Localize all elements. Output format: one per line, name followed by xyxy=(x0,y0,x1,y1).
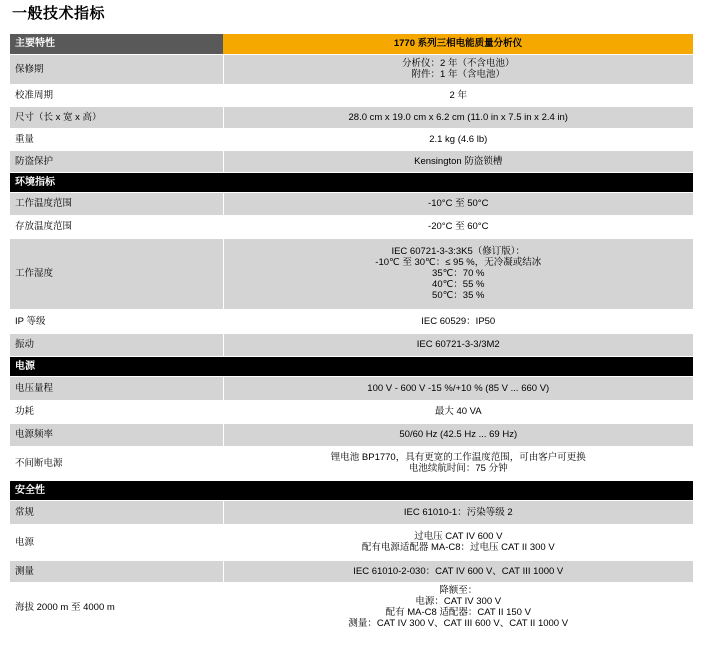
spec-value-line: 配有 MA-C8 适配器：CAT II 150 V xyxy=(385,607,531,618)
spec-value-line: 过电压 CAT IV 600 V xyxy=(414,531,503,542)
spec-value-line: 锂电池 BP1770，具有更宽的工作温度范围，可由客户可更换 xyxy=(330,452,586,463)
spec-value xyxy=(223,582,693,632)
page-title: 一般技术指标 xyxy=(12,5,106,22)
spec-label: 工作温度范围 xyxy=(10,192,223,215)
spec-label: 不间断电源 xyxy=(10,446,223,480)
spec-label: 测量 xyxy=(10,560,223,582)
spec-value-line: 电源：CAT IV 300 V xyxy=(415,596,502,607)
spec-value xyxy=(223,215,693,238)
spec-value-line: 2 年 xyxy=(449,89,467,101)
spec-value-line: 附件：1 年（含电池） xyxy=(411,69,505,80)
spec-value-line: IEC 60721-3-3:3K5（修订版）： xyxy=(391,246,526,257)
spec-value-line: 40℃：55 % xyxy=(432,279,485,290)
spec-value xyxy=(223,560,693,582)
spec-label: 尺寸（长 x 宽 x 高） xyxy=(10,106,223,128)
section-title-safety: 安全性 xyxy=(10,480,693,500)
spec-value xyxy=(223,54,693,84)
spec-value-line: IEC 61010-1：污染等级 2 xyxy=(403,506,513,518)
spec-label: 校准周期 xyxy=(10,84,223,106)
spec-label: 存放温度范围 xyxy=(10,215,223,238)
spec-value xyxy=(223,423,693,446)
spec-label: IP 等级 xyxy=(10,309,223,333)
spec-value xyxy=(223,192,693,215)
spec-value-line: Kensington 防盗锁槽 xyxy=(414,155,503,167)
spec-value-line: 50℃：35 % xyxy=(432,290,485,301)
spec-value-line: 电池续航时间：75 分钟 xyxy=(408,463,508,474)
spec-value-line: 28.0 cm x 19.0 cm x 6.2 cm (11.0 in x 7.5 in x 2.4 in) xyxy=(348,111,568,123)
spec-value-line: 35℃：70 % xyxy=(432,268,485,279)
spec-label: 振动 xyxy=(10,333,223,356)
spec-value xyxy=(223,238,693,309)
spec-value xyxy=(223,400,693,423)
spec-label: 功耗 xyxy=(10,400,223,423)
spec-label: 常规 xyxy=(10,500,223,524)
spec-label: 工作湿度 xyxy=(10,238,223,309)
spec-value xyxy=(223,333,693,356)
spec-label: 电源频率 xyxy=(10,423,223,446)
spec-label: 电源 xyxy=(10,524,223,560)
spec-value-line: 配有电源适配器 MA-C8：过电压 CAT II 300 V xyxy=(361,542,555,553)
spec-value xyxy=(223,150,693,172)
spec-value xyxy=(223,446,693,480)
spec-value-line: 测量：CAT IV 300 V、CAT III 600 V、CAT II 1000 V xyxy=(348,618,569,629)
spec-value-line: -10°C 至 50°C xyxy=(428,198,489,209)
spec-value xyxy=(223,500,693,524)
spec-value-line: IEC 61010-2-030：CAT IV 600 V、CAT III 1000 V xyxy=(353,565,564,577)
spec-label: 重量 xyxy=(10,128,223,150)
spec-value-line: IEC 60529：IP50 xyxy=(421,315,496,327)
spec-table xyxy=(10,34,693,633)
spec-value-line: 2.1 kg (4.6 lb) xyxy=(429,133,488,145)
spec-label: 保修期 xyxy=(10,54,223,84)
spec-label: 电压量程 xyxy=(10,376,223,400)
spec-value-line: -10℃ 至 30℃：≤ 95 %，无冷凝或结冰 xyxy=(375,257,542,268)
spec-value-line: 50/60 Hz (42.5 Hz ... 69 Hz) xyxy=(399,429,518,440)
spec-value-line: -20°C 至 60°C xyxy=(428,221,489,232)
spec-value xyxy=(223,84,693,106)
spec-value-line: 100 V - 600 V -15 %/+10 % (85 V ... 660 V) xyxy=(367,382,550,394)
spec-label: 防盗保护 xyxy=(10,150,223,172)
spec-value xyxy=(223,309,693,333)
spec-value xyxy=(223,106,693,128)
spec-value xyxy=(223,524,693,560)
spec-value-line: 降额至： xyxy=(439,585,478,596)
spec-value-line: IEC 60721-3-3/3M2 xyxy=(416,339,500,350)
header-product: 1770 系列三相电能质量分析仪 xyxy=(223,34,693,54)
spec-value-line: 分析仪：2 年（不含电池） xyxy=(402,58,515,69)
section-title-environment: 环境指标 xyxy=(10,172,693,192)
spec-value-line: 最大 40 VA xyxy=(434,406,482,417)
header-label: 主要特性 xyxy=(10,34,223,54)
spec-value xyxy=(223,376,693,400)
spec-label: 海拔 2000 m 至 4000 m xyxy=(10,582,223,632)
spec-value xyxy=(223,128,693,150)
section-title-power: 电源 xyxy=(10,356,693,376)
